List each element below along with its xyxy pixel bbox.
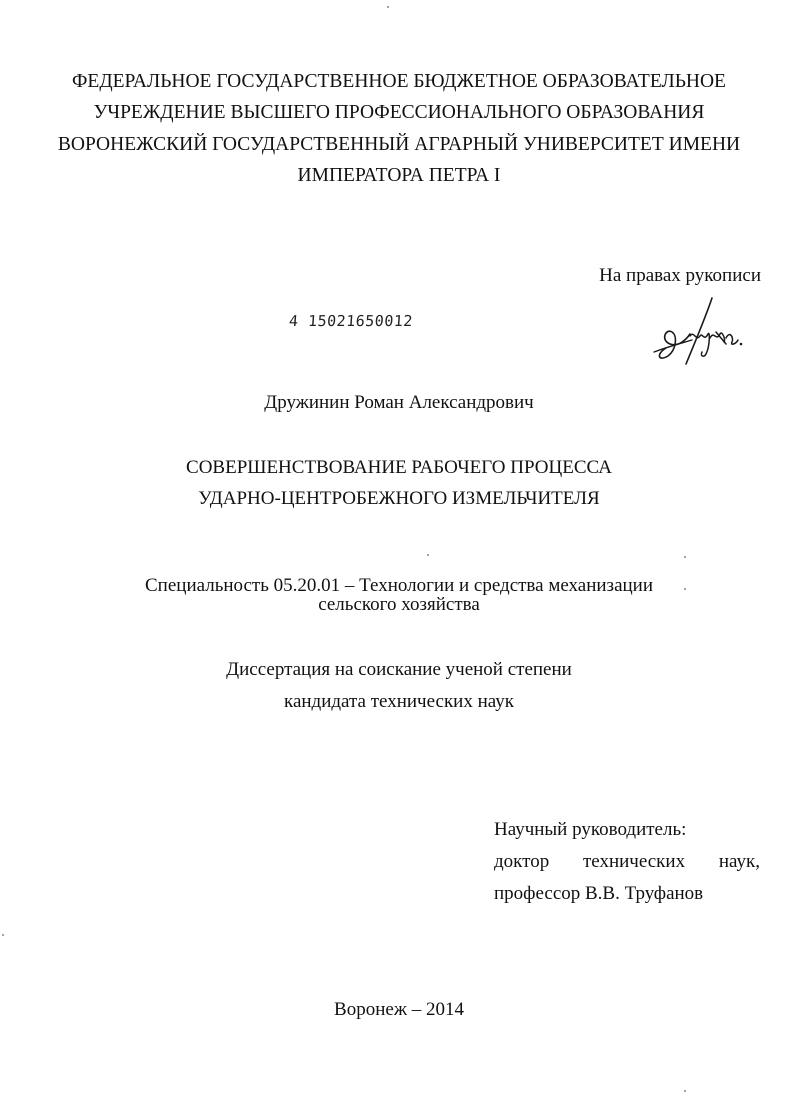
scan-speck (2, 934, 4, 936)
specialty-line-2: сельского хозяйства (318, 594, 480, 615)
title-line-2: УДАРНО-ЦЕНТРОБЕЖНОГО ИЗМЕЛЬЧИТЕЛЯ (198, 488, 600, 509)
specialty-line-1: Специальность 05.20.01 – Технологии и средства механизации (145, 575, 653, 596)
degree-line-2: кандидата технических наук (284, 691, 514, 712)
supervisor-title-word-3: наук, (718, 851, 760, 872)
archive-stamp-number: 4 15021650012 (288, 312, 414, 330)
scan-speck (684, 588, 686, 590)
supervisor-title-row (494, 850, 760, 874)
scan-speck (684, 556, 686, 558)
scan-speck (684, 1090, 686, 1092)
supervisor-name: профессор В.В. Труфанов (494, 883, 704, 904)
degree-line-1: Диссертация на соискание ученой степени (226, 659, 572, 680)
org-line-4: ИМПЕРАТОРА ПЕТРА I (297, 165, 501, 186)
supervisor-heading: Научный руководитель: (494, 819, 687, 840)
supervisor-title-word-1: доктор (494, 851, 550, 872)
title-line-1: СОВЕРШЕНСТВОВАНИЕ РАБОЧЕГО ПРОЦЕССА (186, 457, 612, 478)
supervisor-title-word-2: технических (582, 851, 686, 872)
scan-speck (427, 554, 429, 556)
rights-note: На правах рукописи (599, 265, 761, 286)
org-line-1: ФЕДЕРАЛЬНОЕ ГОСУДАРСТВЕННОЕ БЮДЖЕТНОЕ ОБРАЗОВАТЕЛЬНОЕ (72, 71, 726, 92)
city-year: Воронеж – 2014 (334, 999, 464, 1020)
scan-speck (387, 6, 389, 8)
org-line-2: УЧРЕЖДЕНИЕ ВЫСШЕГО ПРОФЕССИОНАЛЬНОГО ОБРАЗОВАНИЯ (93, 102, 705, 123)
author-name: Дружинин Роман Александрович (264, 392, 534, 413)
signature-mark (652, 296, 744, 368)
org-line-3: ВОРОНЕЖСКИЙ ГОСУДАРСТВЕННЫЙ АГРАРНЫЙ УНИВЕРСИТЕТ ИМЕНИ (57, 134, 741, 155)
